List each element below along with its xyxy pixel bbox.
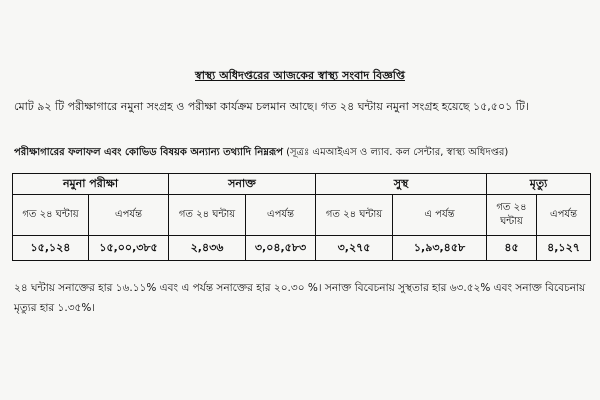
subheader-tests-total: এপর্যন্ত: [89, 195, 169, 236]
table-value-row: [13, 236, 591, 261]
header-tests: নমুনা পরীক্ষা: [13, 174, 169, 195]
subheader-deaths-24h: গত ২৪ ঘন্টায়: [487, 195, 537, 236]
header-deaths: মৃত্যু: [487, 174, 591, 195]
value-identified-24h: ২,৪৩৬: [169, 236, 246, 261]
table-intro-source: (সূত্রঃ এমআইএস ও ল্যাব. কল সেন্টার, স্বাস্থ্য অধিদপ্তর): [282, 147, 509, 158]
subheader-tests-24h: গত ২৪ ঘন্টায়: [13, 195, 89, 236]
value-deaths-total: ৪,১২৭: [537, 236, 591, 261]
value-recovered-total: ১,৯৩,৪৫৮: [393, 236, 487, 261]
header-recovered: সুস্থ: [316, 174, 487, 195]
table-intro-lead: পরীক্ষাগারের ফলাফল এবং কোভিড বিষয়ক অন্যান্য তথ্যাদি নিম্নরূপ: [14, 147, 283, 158]
header-identified: সনাক্ত: [169, 174, 316, 195]
rates-paragraph: ২৪ ঘন্টায় সনাক্তের হার ১৬.১১% এবং এ পর্যন্ত সনাক্তের হার ২০.৩০ %। সনাক্ত বিবেচনায় সুস্থতার হার ৬৩.৫২% এবং সনাক্ত বিবেচনায় মৃত্যুর হার ১.৩৫%।: [14, 282, 586, 314]
subheader-deaths-total: এপর্যন্ত: [537, 195, 591, 236]
testing-summary-paragraph: মোট ৯২ টি পরীক্ষাগারে নমুনা সংগ্রহ ও পরীক্ষা কার্যক্রম চলমান আছে। গত ২৪ ঘন্টায় নমুনা সংগ্রহ হয়েছে ১৫,৫০১ টি।: [14, 100, 529, 113]
page-title: স্বাস্থ্য অধিদপ্তরের আজকের স্বাস্থ্য সংবাদ বিজ্ঞপ্তি: [195, 69, 405, 82]
subheader-identified-24h: গত ২৪ ঘন্টায়: [169, 195, 246, 236]
subheader-recovered-24h: গত ২৪ ঘন্টায়: [316, 195, 393, 236]
table-header-row: [13, 174, 591, 195]
covid-stats-table: [12, 173, 591, 261]
value-recovered-24h: ৩,২৭৫: [316, 236, 393, 261]
subheader-recovered-total: এ পর্যন্ত: [393, 195, 487, 236]
value-tests-24h: ১৫,১২৪: [13, 236, 89, 261]
table-intro-paragraph: [14, 146, 589, 160]
value-deaths-24h: ৪৫: [487, 236, 537, 261]
value-tests-total: ১৫,০০,৩৮৫: [89, 236, 169, 261]
subheader-identified-total: এপর্যন্ত: [246, 195, 316, 236]
table-subheader-row: [13, 195, 591, 236]
value-identified-total: ৩,০৪,৫৮৩: [246, 236, 316, 261]
